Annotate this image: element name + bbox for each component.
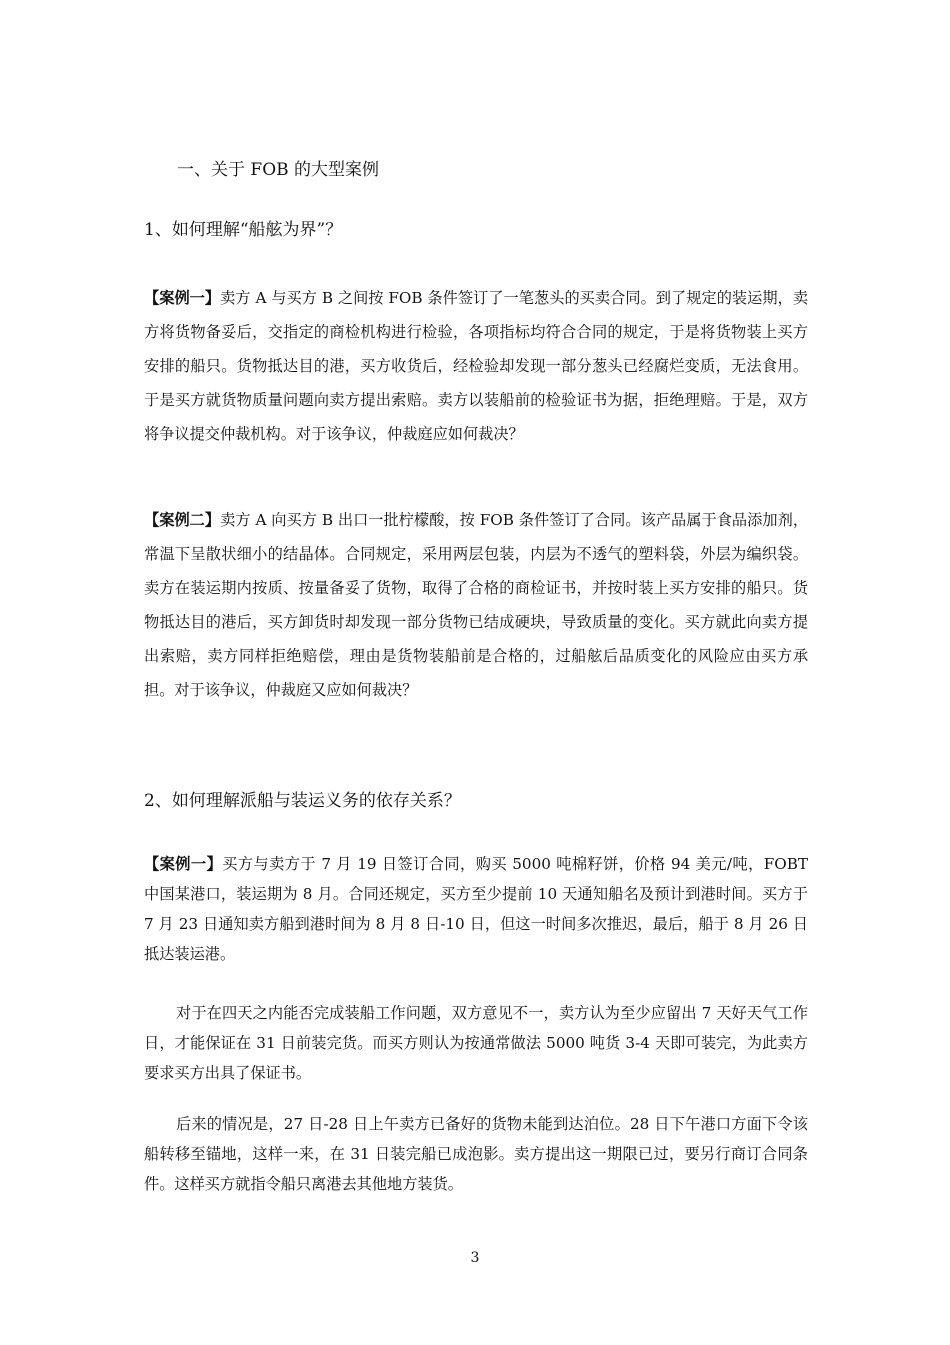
case-text: 卖方 A 向买方 B 出口一批柠檬酸，按 FOB 条件签订了合同。该产品属于食品添加剂，常温下呈散状细小的结晶体。合同规定，采用两层包装，内层为不透气的塑料袋，外层为编织袋。卖方在装运期内按质、按量备妥了货物，取得了合格的商检证书，并按时装上买方安排的船只。货物抵达目的港后，买方卸货时却发现一部分货物已结成硬块，导致质量的变化。买方就此向卖方提出索赔，卖方同样拒绝赔偿，理由是货物装船前是合格的，过船舷后品质变化的风险应由买方承担。对于该争议，仲裁庭又应如何裁决？ bbox=[144, 511, 809, 699]
case-text: 卖方 A 与买方 B 之间按 FOB 条件签订了一笔葱头的买卖合同。到了规定的装运期，卖方将货物备妥后，交指定的商检机构进行检验，各项指标均符合合同的规定，于是将货物装上买方安排的船只。货物抵达目的港，买方收货后，经检验却发现一部分葱头已经腐烂变质，无法食用。于是买方就货物质量问题向卖方提出索赔。卖方以装船前的检验证书为据，拒绝理赔。于是，双方将争议提交仲裁机构。对于该争议，仲裁庭应如何裁决？ bbox=[144, 289, 809, 443]
q2-paragraph-3: 后来的情况是，27 日-28 日上午卖方已备好的货物未能到达泊位。28 日下午港口方面下令该船转移至锚地，这样一来，在 31 日装完船已成泡影。卖方提出这一期限已过，要另行商订合同条件。这样买方就指令船只离港去其他地方装货。 bbox=[144, 1115, 808, 1193]
q1-case-2 bbox=[144, 503, 808, 707]
page-number: 3 bbox=[470, 1250, 480, 1266]
q2-paragraph-2: 对于在四天之内能否完成装船工作问题，双方意见不一，卖方认为至少应留出 7 天好天气工作日，才能保证在 31 日前装完货。而买方则认为按通常做法 5000 吨货 3-4 天即可装完，为此卖方要求买方出具了保证书。 bbox=[144, 1004, 808, 1082]
case-label: 【案例一】 bbox=[144, 289, 221, 307]
case-text: 买方与卖方于 7 月 19 日签订合同，购买 5000 吨棉籽饼，价格 94 美元/吨，FOBT 中国某港口，装运期为 8 月。合同还规定，买方至少提前 10 天通知船名及预计到港时间。买方于 7 月 23 日通知卖方船到港时间为 8 月 8 日-10 日，但这一时间多次推迟，最后，船于 8 月 26 日抵达装运港。 bbox=[144, 855, 809, 963]
case-label: 【案例二】 bbox=[144, 511, 221, 529]
question-2-title: 2、如何理解派船与装运义务的依存关系？ bbox=[144, 791, 461, 811]
q1-case-1 bbox=[144, 281, 808, 451]
section-title: 一、关于 FOB 的大型案例 bbox=[177, 160, 380, 180]
q2-case-1 bbox=[144, 849, 808, 969]
case-label: 【案例一】 bbox=[144, 855, 223, 873]
question-1-title: 1、如何理解“船舷为界”？ bbox=[144, 220, 343, 240]
